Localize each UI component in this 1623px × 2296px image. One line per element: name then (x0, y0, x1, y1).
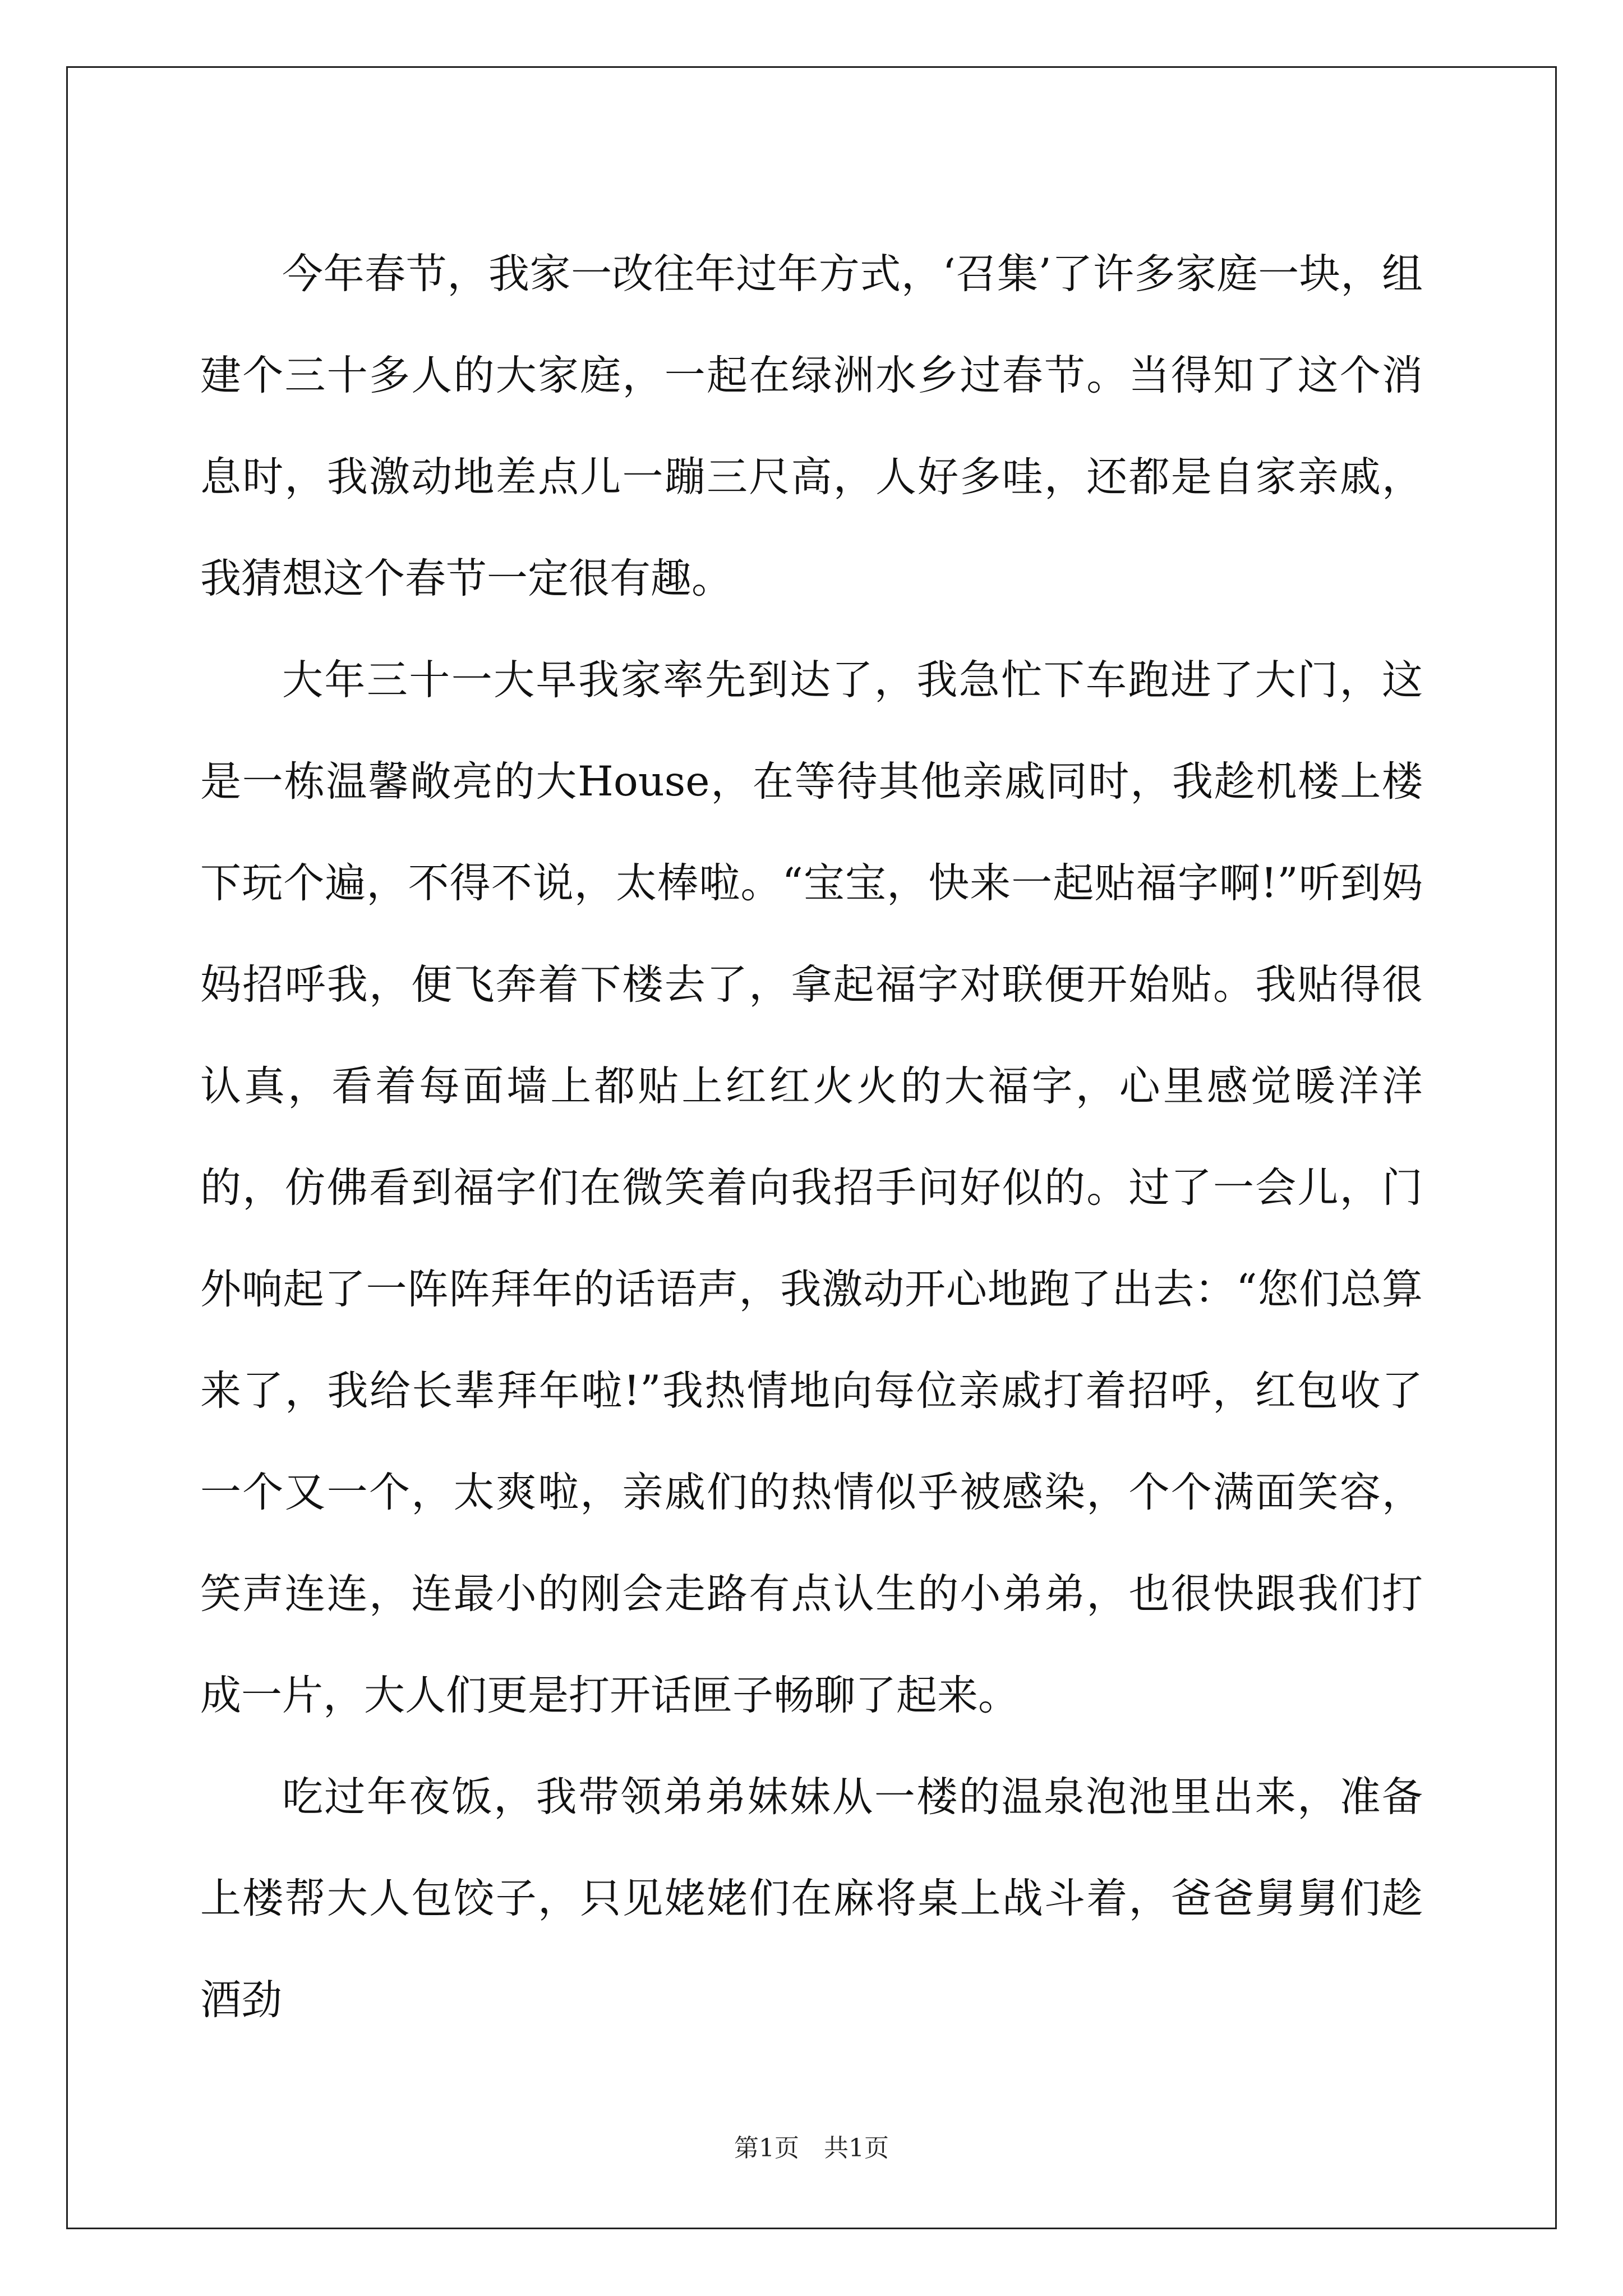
paragraph-1: 今年春节，我家一改往年过年方式，‘召集’了许多家庭一块，组建个三十多人的大家庭，一起在绿洲水乡过春节。当得知了这个消息时，我激动地差点儿一蹦三尺高，人好多哇，还都是自家亲戚，我猜想这个春节一定很有趣。 (200, 250, 1423, 602)
page-footer: 第1页 共1页 (734, 2134, 889, 2162)
paragraph-2: 大年三十一大早我家率先到达了，我急忙下车跑进了大门，这是一栋温馨敞亮的大House，在等待其他亲戚同时，我趁机楼上楼下玩个遍，不得不说，太棒啦。“宝宝，快来一起贴福字啊!”听到妈妈招呼我，便飞奔着下楼去了，拿起福字对联便开始贴。我贴得很认真，看着每面墙上都贴上红红火火的大福字，心里感觉暖洋洋的，仿佛看到福字们在微笑着向我招手问好似的。过了一会儿，门外响起了一阵阵拜年的话语声，我激动开心地跑了出去：“您们总算来了，我给长辈拜年啦!”我热情地向每位亲戚打着招呼，红包收了一个又一个，太爽啦，亲戚们的热情似乎被感染，个个满面笑容，笑声连连，连最小的刚会走路有点认生的小弟弟，也很快跟我们打成一片，大人们更是打开话匣子畅聊了起来。 (200, 656, 1423, 1719)
document-body (200, 223, 1423, 2051)
paragraph-3: 吃过年夜饭，我带领弟弟妹妹从一楼的温泉泡池里出来，准备上楼帮大人包饺子，只见姥姥们在麻将桌上战斗着，爸爸舅舅们趁酒劲 (200, 1773, 1423, 2024)
